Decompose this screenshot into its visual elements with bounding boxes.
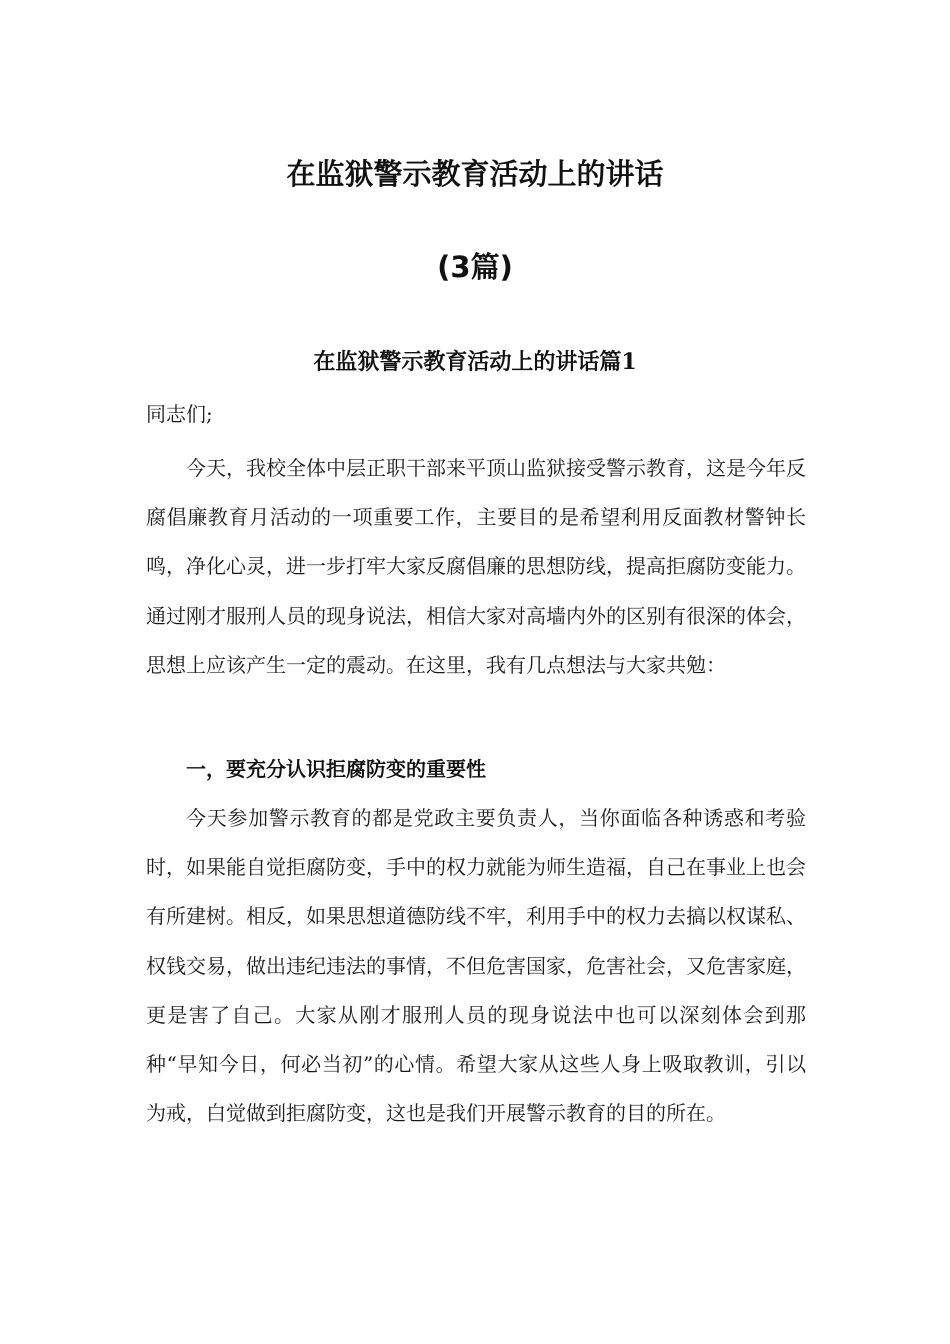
paragraph-1: 今天参加警示教育的都是党政主要负责人，当你面临各种诱惑和考验时，如果能自觉拒腐防变，手中的权力就能为师生造福，自己在事业上也会有所建树。相反，如果思想道德防线不牢，利用手中的权力去搞以权谋私、权钱交易，做出违纪违法的事情，不但危害国家，危害社会，又危害家庭，更是害了自己。大家从刚才服刑人员的现身说法中也可以深刻体会到那种“早知今日，何必当初”的心情。希望大家从这些人身上吸取教训，引以为戒，白觉做到拒腐防变，这也是我们开展警示教育的目的所在。 bbox=[146, 806, 806, 1126]
section-heading-1: 一，要充分认识拒腐防变的重要性 bbox=[186, 757, 486, 781]
document-title: 在监狱警示教育活动上的讲话 bbox=[286, 157, 664, 191]
document-title-count: (3篇) bbox=[437, 250, 513, 284]
section-title: 在监狱警示教育活动上的讲话篇1 bbox=[313, 349, 637, 375]
salutation: 同志们; bbox=[146, 402, 213, 426]
paragraph-intro: 今天，我校全体中层正职干部来平顶山监狱接受警示教育，这是今年反腐倡廉教育月活动的一项重要工作，主要目的是希望利用反面教材警钟长鸣，净化心灵，进一步打牢大家反腐倡廉的思想防线，提高拒腐防变能力。通过刚才服刑人员的现身说法，相信大家对高墙内外的区别有很深的体会，思想上应该产生一定的震动。在这里，我有几点想法与大家共勉： bbox=[146, 456, 806, 677]
